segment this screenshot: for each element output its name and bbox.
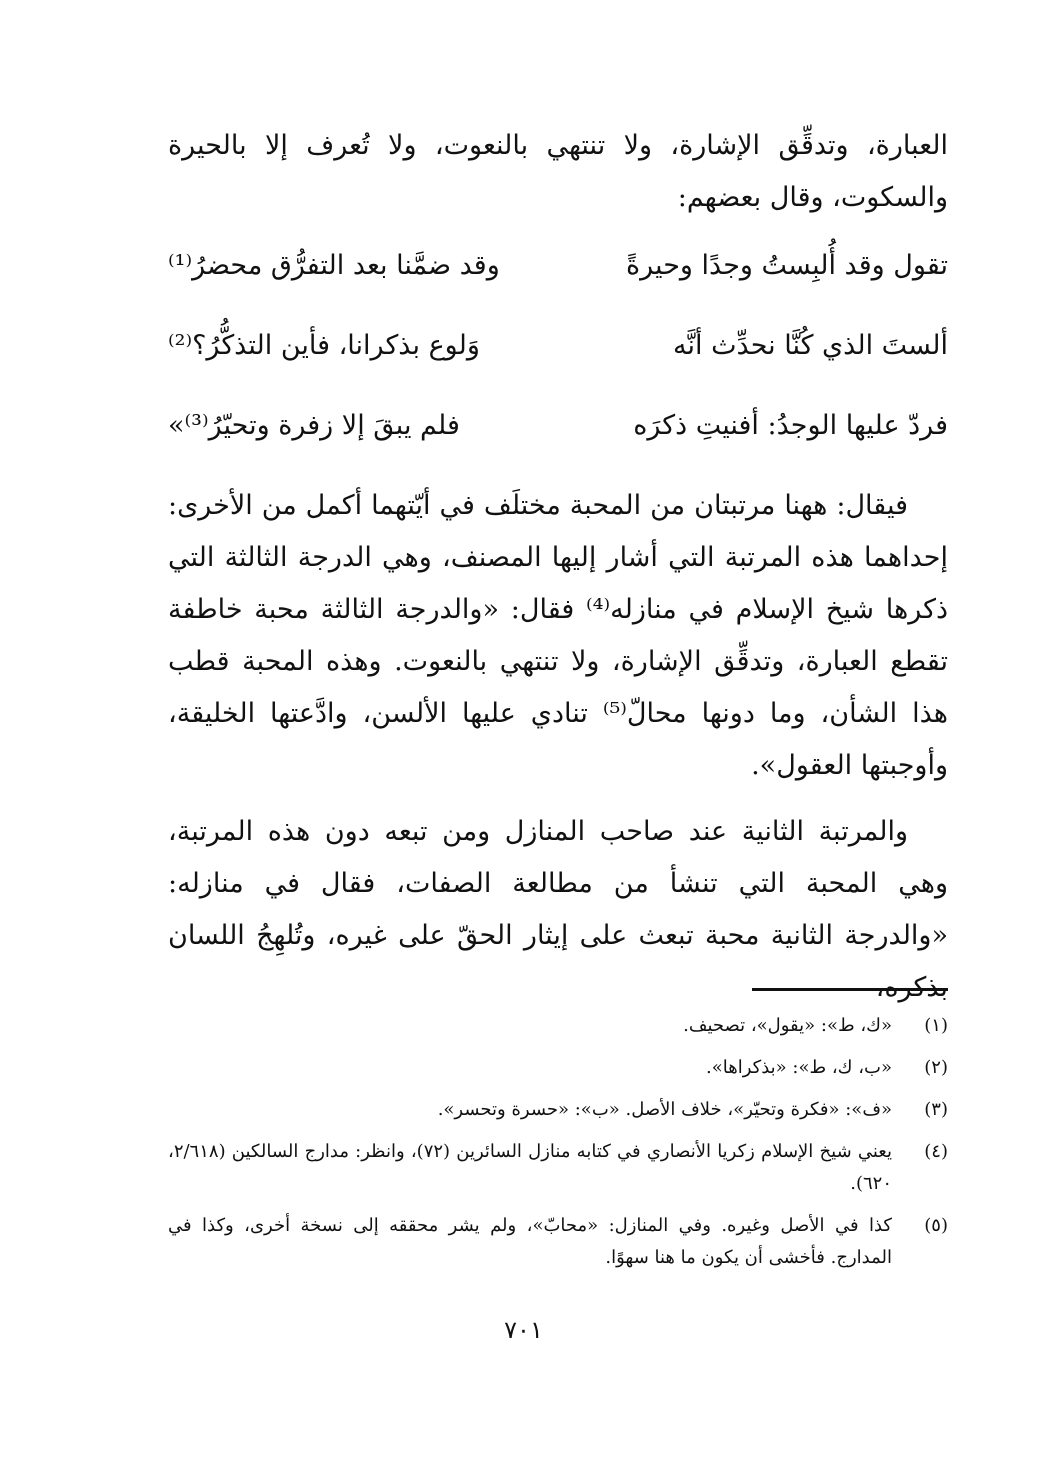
footnote-text: يعني شيخ الإسلام زكريا الأنصاري في كتابه منازل السائرين (٧٢)، وانظر: مدارج السالكين (٢/٦١٨، ٦٢٠). [168,1141,892,1194]
paragraph-2: فيقال: ههنا مرتبتان من المحبة مختلَف في أيّتهما أكمل من الأخرى: إحداهما هذه المرتبة التي أشار إليها المصنف، وهي الدرجة الثالثة التي ذكرها شيخ الإسلام في منازله⁽⁴⁾ فقال: «والدرجة الثالثة محبة خاطفة تقطع العبارة، وتدقِّق الإشارة، ولا تنتهي بالنعوت. وهذه المحبة قطب هذا الشأن، وما دونها محالّ⁽⁵⁾ تنادي عليها الألسن، وادَّعتها الخليقة، وأوجبتها العقول». [168,490,948,781]
footnote-number: (٣) [924,1099,948,1120]
verse-line-2 [168,320,948,372]
verse-line-1 [168,240,948,292]
footnote-number: (٢) [924,1057,948,1078]
verse-hemistich-first: فردّ عليها الوجدُ: أفنيتِ ذكرَه [633,410,948,441]
footnote-2 [168,1052,948,1084]
footnote-text: كذا في الأصل وغيره. وفي المنازل: «محابّ»، ولم يشر محققه إلى نسخة أخرى، وكذا في المدارج. فأخشى أن يكون ما هنا سهوًا. [168,1215,892,1268]
verse-line-3 [168,400,948,452]
footnote-4 [168,1136,948,1200]
page-number: ٧٠١ [504,1316,543,1344]
verse-hemistich-first: ألستَ الذي كُنَّا نحدِّث أنَّه [673,330,948,361]
footnote-1 [168,1010,948,1042]
footnote-separator [752,988,948,991]
paragraph-3: والمرتبة الثانية عند صاحب المنازل ومن تبعه دون هذه المرتبة، وهي المحبة التي تنشأ من مطالعة الصفات، فقال في منازله: «والدرجة الثانية محبة تبعث على إيثار الحقّ على غيره، وتُلهِجُ اللسان بذكره، [168,816,948,1003]
verse-hemistich-first: تقول وقد أُلبِستُ وجدًا وحيرةً [626,250,948,281]
footnote-number: (١) [924,1015,948,1036]
footnote-text: «ف»: «فكرة وتحيّر»، خلاف الأصل. «ب»: «حسرة وتحسر». [437,1099,892,1120]
footnote-text: «ك، ط»: «يقول»، تصحيف. [683,1015,892,1036]
footnote-number: (٤) [924,1141,948,1162]
verse-hemistich-second: وَلوع بذكرانا، فأين التذكُّرُ؟⁽²⁾ [168,330,480,361]
footnote-3 [168,1094,948,1126]
footnote-5 [168,1210,948,1274]
footnote-text: «ب، ك، ط»: «بذكراها». [706,1057,892,1078]
verse-hemistich-second: فلم يبقَ إلا زفرة وتحيّرُ⁽³⁾» [168,410,460,441]
verse-hemistich-second: وقد ضمَّنا بعد التفرُّق محضرُ⁽¹⁾ [168,250,500,281]
footnote-number: (٥) [924,1215,948,1236]
paragraph-1: العبارة، وتدقِّق الإشارة، ولا تنتهي بالنعوت، ولا تُعرف إلا بالحيرة والسكوت، وقال بعضهم: [168,130,948,213]
